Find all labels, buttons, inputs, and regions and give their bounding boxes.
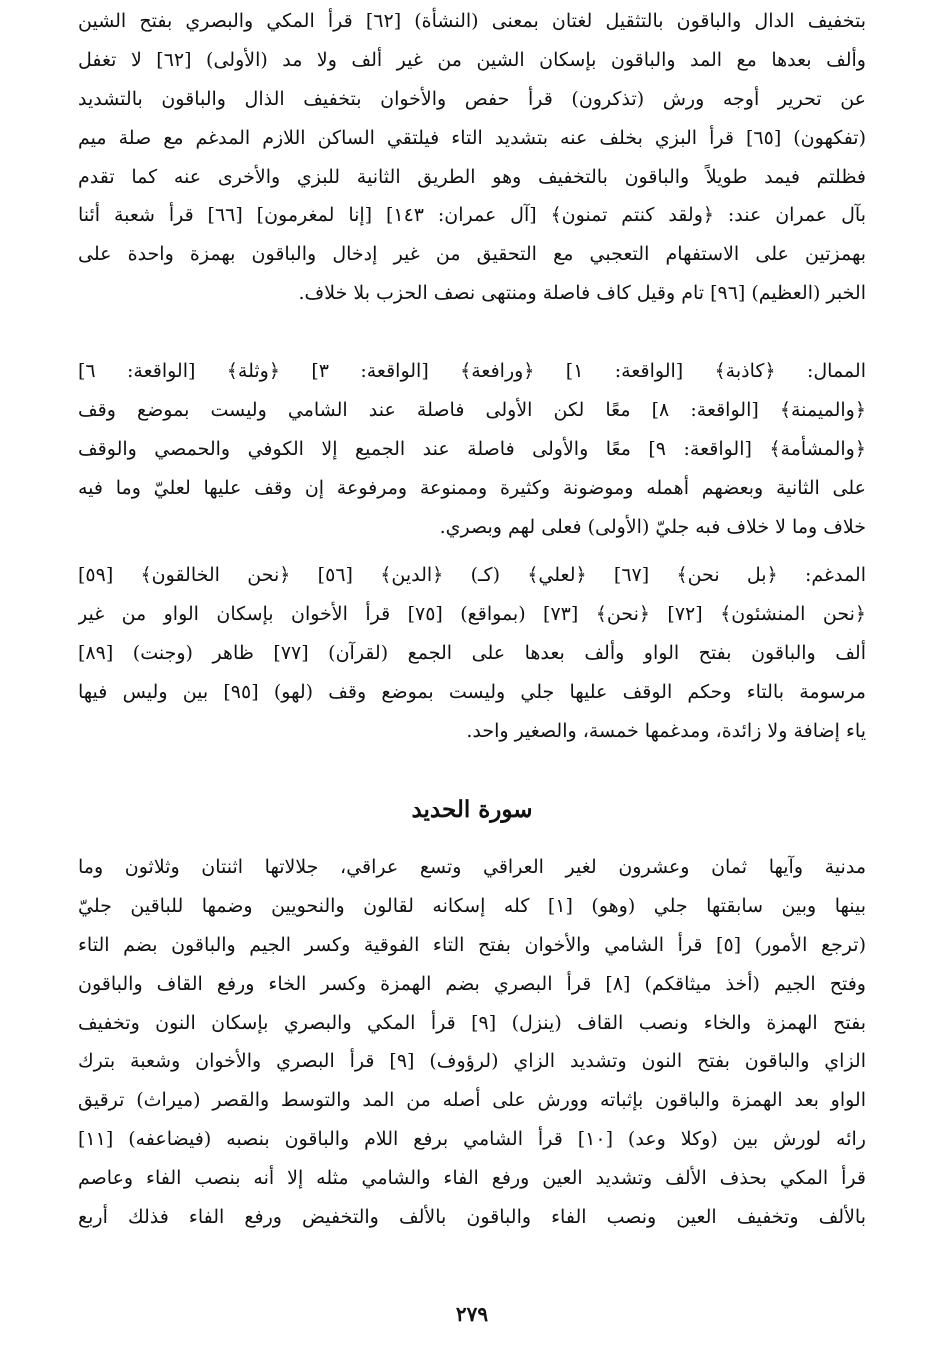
text-line: (تفكهون) [٦٥] قرأ البزي بخلف عنه بتشديد التاء فيلتقي الساكن اللازم المدغم مع صلة ميم bbox=[78, 126, 866, 149]
paragraph-mudgham bbox=[78, 556, 866, 750]
text-line: على الثانية وبعضهم أهمله وموضونة وكثيرة وممنوعة ومرفوعة إن وقف عليها لعليّ وما فيه bbox=[78, 476, 866, 499]
text-line: (ترجع الأمور) [٥] قرأ الشامي والأخوان بفتح التاء الفوقية وكسر الجيم والباقون بضم التاء bbox=[78, 933, 866, 956]
text-line: ﴿والميمنة﴾ [الواقعة: ٨] معًا لكن الأولى فاصلة عند الشامي وليست بموضع وقف bbox=[78, 398, 866, 421]
text-line: بينها وبين سابقتها جلي (وهو) [١] كله إسكانه لقالون والنحويين وضمها للباقين جليّ bbox=[78, 894, 866, 917]
text-line: بالألف وتخفيف العين ونصب الفاء والباقون بالألف والتخفيض ورفع الفاء فذلك أربع bbox=[78, 1206, 866, 1229]
text-line: بهمزتين على الاستفهام التعجبي مع التحقيق من غير إدخال والباقون بهمزة واحدة على bbox=[78, 243, 866, 266]
text-line: قرأ المكي بحذف الألف وتشديد العين ورفع الفاء والشامي مثله إلا أنه بنصب الفاء وعاصم bbox=[78, 1167, 866, 1190]
text-line: بفتح الهمزة والخاء ونصب القاف (ينزل) [٩] قرأ المكي والبصري بإسكان النون وتخفيف bbox=[78, 1011, 866, 1034]
text-line: وألف بعدها مع المد والباقون بإسكان الشين من غير ألف ولا مد (الأولى) [٦٢] لا تغفل bbox=[78, 48, 866, 71]
text-line: الخبر (العظيم) [٩٦] تام وقيل كاف فاصلة ومنتهى نصف الحزب بلا خلاف. bbox=[298, 282, 866, 305]
text-line: ألف والباقون بفتح الواو وألف بعدها على الجمع (لقرآن) [٧٧] ظاهر (وجنت) [٨٩] bbox=[78, 641, 866, 664]
text-line: المدغم: ﴿بل نحن﴾ [٦٧] ﴿لعلي﴾ (كـ) ﴿الدين﴾ [٥٦] ﴿نحن الخالقون﴾ [٥٩] bbox=[78, 564, 866, 586]
text-line: ياء إضافة ولا زائدة، ومدغمها خمسة، والصغير واحد. bbox=[466, 719, 866, 742]
text-line: وفتح الجيم (أخذ ميثاقكم) [٨] قرأ البصري بضم الهمزة وكسر الخاء ورفع القاف والباقون bbox=[78, 972, 866, 995]
text-line: فظلتم فيمد طويلاً والباقون بالتخفيف وهو الطريق الثانية للبزي والأخرى عنه كما تقدم bbox=[78, 165, 866, 188]
text-line: ﴿والمشأمة﴾ [الواقعة: ٩] معًا والأولى فاصلة عند الجميع إلا الكوفي والحمصي والوقف bbox=[78, 437, 866, 460]
text-line: بآل عمران عند: ﴿ولقد كنتم تمنون﴾ [آل عمران: ١٤٣] [إنا لمغرمون] [٦٦] قرأ شعبة أئنا bbox=[78, 204, 866, 227]
paragraph-waqia-readings bbox=[78, 2, 866, 313]
paragraph-hadid-intro bbox=[78, 848, 866, 1237]
text-line: الواو بعد الهمزة والباقون بإثباته وورش على أصله من المد والتوسط والقصر (ميراث) ترقيق bbox=[78, 1089, 866, 1112]
text-line: مدنية وآيها ثمان وعشرون لغير العراقي وتسع عراقي، جلالاتها اثنتان وثلاثون وما bbox=[78, 856, 866, 878]
text-line: الممال: ﴿كاذبة﴾ [الواقعة: ١] ﴿ورافعة﴾ [الواقعة: ٣] ﴿وثلة﴾ [الواقعة: ٦] bbox=[78, 360, 866, 382]
text-line: ﴿نحن المنشئون﴾ [٧٢] ﴿نحن﴾ [٧٣] (بمواقع) [٧٥] قرأ الأخوان بإسكان الواو من غير bbox=[78, 602, 866, 625]
page-number: ٢٧٩ bbox=[455, 1302, 489, 1326]
paragraph-mumal bbox=[78, 352, 866, 546]
text-line: الزاي والباقون بفتح النون وتشديد الزاي (لرؤوف) [٩] قرأ البصري والأخوان وشعبة بترك bbox=[78, 1050, 866, 1073]
text-line: رائه لورش بين (وكلا وعد) [١٠] قرأ الشامي برفع اللام والباقون بنصبه (فيضاعفه) [١١] bbox=[78, 1128, 866, 1151]
text-line: خلاف وما لا خلاف فبه جليّ (الأولى) فعلى لهم وبصري. bbox=[439, 515, 866, 538]
text-line: عن تحرير أوجه ورش (تذكرون) قرأ حفص والأخوان بتخفيف الذال والباقون بالتشديد bbox=[78, 87, 866, 110]
section-heading: سورة الحديد bbox=[411, 796, 533, 823]
text-line: مرسومة بالتاء وحكم الوقف عليها جلي وليست بموضع وقف (لهو) [٩٥] بين وليس فيها bbox=[78, 680, 866, 703]
text-line: بتخفيف الدال والباقون بالتثقيل لغتان بمعنى (النشأة) [٦٢] قرأ المكي والبصري بفتح الشين bbox=[78, 10, 866, 32]
